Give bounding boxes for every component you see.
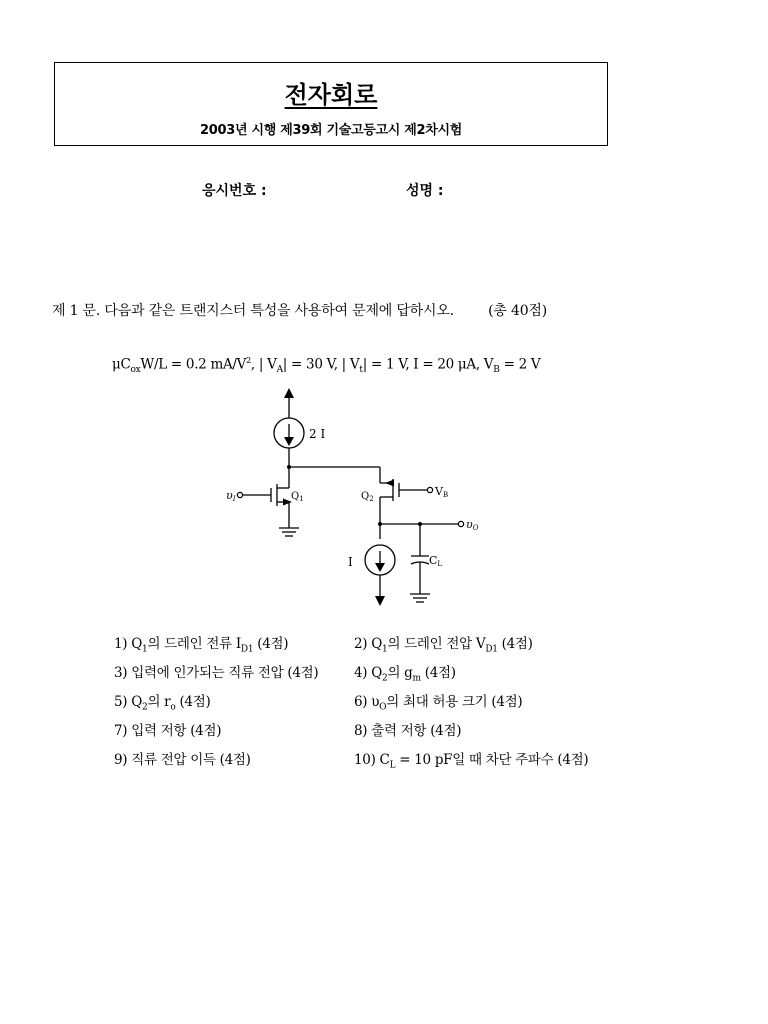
label-q1-sub: 1 (299, 495, 304, 503)
q6-a: 6) υ (354, 694, 380, 710)
label-2i: 2 I (309, 427, 326, 441)
q4-s1: 2 (382, 673, 388, 684)
label-cl-text: C (429, 554, 438, 567)
vb-terminal (427, 487, 432, 492)
param-vt-val: | = 1 V, I = 20 μA, V (362, 356, 494, 373)
q2-b: 의 드레인 전압 V (387, 636, 486, 652)
label-vi (226, 489, 236, 503)
q6-s1: O (379, 702, 387, 713)
label-vb-sub: B (442, 491, 449, 499)
transistor-parameters (112, 356, 540, 375)
supply-arrow-head (284, 388, 294, 398)
problem-text: 다음과 같은 트랜지스터 특성을 사용하여 문제에 답하시오. (104, 303, 454, 319)
q4-c: (4점) (420, 665, 456, 681)
label-vo-text: υ (466, 518, 473, 531)
param-vt-sub: t (359, 365, 363, 376)
node-dot-output (378, 522, 382, 526)
param-vb-sub: B (493, 365, 500, 376)
q9-a: 9) 직류 전압 이득 (4점) (114, 752, 251, 768)
label-q1-text: Q (291, 491, 300, 502)
label-vb-text: V (435, 485, 443, 498)
q7-a: 7) 입력 저항 (4점) (114, 723, 222, 739)
q6-b: 의 최대 허용 크기 (4점) (386, 694, 523, 710)
label-vo (466, 518, 479, 532)
question-2 (354, 632, 533, 655)
exam-number-label: 응시번호 : (202, 183, 267, 199)
current-source-2i-arrow-head (284, 437, 294, 446)
node-dot-top (287, 465, 291, 469)
param-c: C (120, 356, 131, 373)
q2-s1: 1 (382, 644, 388, 655)
output-current-arrow (375, 596, 385, 606)
label-cl (429, 554, 442, 568)
param-mu: μ (112, 356, 121, 373)
q5-s2: o (170, 702, 176, 713)
param-sq: 2 (246, 356, 251, 365)
param-va: , | V (250, 356, 277, 373)
label-q2-sub: 2 (369, 495, 374, 503)
label-vb (434, 485, 448, 499)
name-label: 성명 : (406, 183, 444, 199)
label-q1 (291, 491, 304, 503)
label-vi-sub: I (232, 495, 236, 503)
q5-s1: 2 (142, 702, 148, 713)
q2-source-arrow (385, 480, 394, 487)
question-7 (114, 719, 221, 739)
q5-b: 의 r (147, 694, 171, 710)
param-ox-sub: ox (130, 365, 141, 376)
circuit-diagram (215, 380, 515, 610)
label-q2 (361, 491, 374, 503)
q1-c: (4점) (253, 636, 289, 652)
title-box (54, 62, 608, 146)
question-6 (354, 690, 522, 713)
q4-a: 4) Q (354, 665, 383, 681)
problem-statement (52, 300, 547, 320)
page-title: 전자회로 (284, 81, 378, 109)
node-dot-cl (418, 522, 422, 526)
q4-b: 의 g (387, 665, 413, 681)
q1-s1: 1 (142, 644, 148, 655)
question-4 (354, 661, 456, 684)
question-10 (354, 748, 588, 771)
label-q2-text: Q (361, 491, 370, 502)
q10-a: 10) C (354, 752, 390, 768)
q5-a: 5) Q (114, 694, 143, 710)
q3-a: 3) 입력에 인가되는 직류 전압 (4점) (114, 665, 319, 681)
question-3 (114, 661, 318, 681)
param-vb-val: = 2 V (499, 356, 541, 373)
q2-a: 2) Q (354, 636, 383, 652)
q8-a: 8) 출력 저항 (4점) (354, 723, 462, 739)
problem-number: 제 1 문. (52, 303, 101, 319)
question-9 (114, 748, 251, 768)
q10-s1: L (389, 760, 396, 771)
label-vo-sub: O (472, 524, 479, 532)
q4-s2: m (412, 673, 421, 684)
label-vi-text: υ (226, 489, 233, 502)
label-cl-sub: L (437, 560, 443, 568)
q1-b: 의 드레인 전류 I (147, 636, 241, 652)
vo-terminal (458, 521, 463, 526)
exam-subtitle: 2003년 시행 제39회 기술고등고시 제2차시험 (200, 123, 462, 138)
param-wl: W/L = 0.2 mA/V (140, 356, 247, 373)
problem-points: (총 40점) (488, 303, 548, 319)
question-5 (114, 690, 210, 713)
q1-s2: D1 (240, 644, 254, 655)
q1-a: 1) Q (114, 636, 143, 652)
current-source-i-arrow-head (375, 563, 385, 572)
q5-c: (4점) (175, 694, 211, 710)
vi-terminal (237, 492, 242, 497)
q10-b: = 10 pF일 때 차단 주파수 (4점) (395, 752, 589, 768)
label-i: I (348, 555, 353, 569)
question-8 (354, 719, 461, 739)
q2-s2: D1 (485, 644, 498, 655)
param-va-sub: A (276, 365, 283, 376)
q2-c: (4점) (497, 636, 533, 652)
question-1 (114, 632, 288, 655)
param-va-val: | = 30 V, | V (282, 356, 360, 373)
